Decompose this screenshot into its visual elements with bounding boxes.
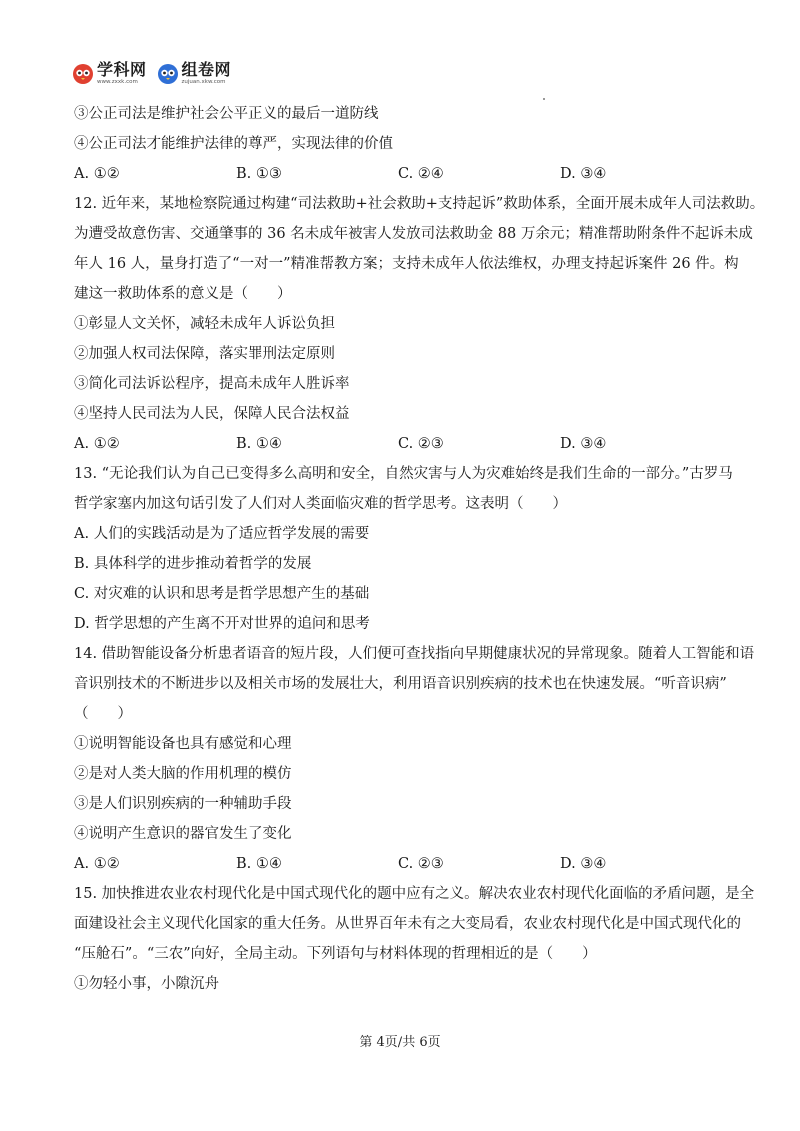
choice-option: A. ①② bbox=[74, 856, 120, 872]
logo1-url: www.zxxk.com bbox=[97, 79, 138, 86]
page-footer: 第 4页/共 6页 bbox=[359, 1035, 441, 1050]
text-line: ④坚持人民司法为人民，保障人民合法权益 bbox=[74, 406, 350, 422]
text-line: ③公正司法是维护社会公平正义的最后一道防线 bbox=[74, 106, 379, 122]
text-line: 建这一救助体系的意义是（ ） bbox=[74, 286, 292, 302]
text-line: 哲学家塞内加这句话引发了人们对人类面临灾难的哲学思考。这表明（ ） bbox=[74, 496, 567, 512]
logo1-name: 学科网 bbox=[97, 60, 147, 80]
choice-row bbox=[74, 849, 734, 879]
text-line: ①彰显人文关怀，减轻未成年人诉讼负担 bbox=[74, 316, 335, 332]
choice-option: B. ①③ bbox=[236, 166, 282, 182]
choice-option: A. ①② bbox=[74, 166, 120, 182]
text-line: 为遭受故意伤害、交通肇事的 36 名未成年被害人发放司法救助金 88 万余元；精准帮助附条件不起诉未成 bbox=[74, 226, 753, 242]
choice-row bbox=[74, 159, 734, 189]
choice-option: B. ①④ bbox=[236, 856, 282, 872]
text-line: （ ） bbox=[74, 706, 132, 722]
text-line: 13. “无论我们认为自己已变得多么高明和安全，自然灾害与人为灾难始终是我们生命的一部分。”古罗马 bbox=[74, 466, 733, 482]
logo-zujuanwang bbox=[157, 62, 232, 86]
logo-xuekewang bbox=[72, 62, 147, 86]
header-logos bbox=[72, 60, 231, 88]
text-line: B. 具体科学的进步推动着哲学的发展 bbox=[74, 556, 312, 572]
text-line: ④说明产生意识的器官发生了变化 bbox=[74, 826, 292, 842]
text-line: ①勿轻小事，小隙沉舟 bbox=[74, 976, 219, 992]
choice-option: D. ③④ bbox=[560, 166, 607, 182]
choice-option: C. ②③ bbox=[398, 856, 444, 872]
choice-option: A. ①② bbox=[74, 436, 120, 452]
logo2-url: zujuan.xkw.com bbox=[181, 79, 226, 86]
text-line: 年人 16 人，量身打造了“一对一”精准帮教方案；支持未成年人依法维权，办理支持起诉案件 26 件。构 bbox=[74, 256, 739, 272]
text-line: C. 对灾难的认识和思考是哲学思想产生的基础 bbox=[74, 586, 370, 602]
owl-logo-icon bbox=[157, 63, 179, 85]
owl-logo-icon bbox=[72, 63, 94, 85]
choice-option: D. ③④ bbox=[560, 436, 607, 452]
text-line: ②加强人权司法保障，落实罪刑法定原则 bbox=[74, 346, 335, 362]
choice-option: C. ②③ bbox=[398, 436, 444, 452]
text-line: “压舱石”。“三农”向好，全局主动。下列语句与材料体现的哲理相近的是（ ） bbox=[74, 946, 597, 962]
text-line: 14. 借助智能设备分析患者语音的短片段，人们便可查找指向早期健康状况的异常现象。随着人工智能和语 bbox=[74, 646, 755, 662]
text-line: ④公正司法才能维护法律的尊严，实现法律的价值 bbox=[74, 136, 393, 152]
choice-row bbox=[74, 429, 734, 459]
text-line: ③简化司法诉讼程序，提高未成年人胜诉率 bbox=[74, 376, 350, 392]
text-line: ①说明智能设备也具有感觉和心理 bbox=[74, 736, 292, 752]
choice-option: C. ②④ bbox=[398, 166, 444, 182]
text-line: ③是人们识别疾病的一种辅助手段 bbox=[74, 796, 292, 812]
text-line: 音识别技术的不断进步以及相关市场的发展壮大，利用语音识别疾病的技术也在快速发展。“听音识病” bbox=[74, 676, 727, 692]
text-line: 15. 加快推进农业农村现代化是中国式现代化的题中应有之义。解决农业农村现代化面临的矛盾问题，是全 bbox=[74, 886, 755, 902]
choice-option: B. ①④ bbox=[236, 436, 282, 452]
choice-option: D. ③④ bbox=[560, 856, 607, 872]
text-line: 12. 近年来，某地检察院通过构建“司法救助+社会救助+支持起诉”救助体系，全面开展未成年人司法救助。 bbox=[74, 196, 765, 212]
logo2-name: 组卷网 bbox=[181, 60, 232, 80]
text-line: 面建设社会主义现代化国家的重大任务。从世界百年未有之大变局看，农业农村现代化是中国式现代化的 bbox=[74, 916, 741, 932]
text-line: A. 人们的实践活动是为了适应哲学发展的需要 bbox=[74, 526, 370, 542]
exam-content bbox=[74, 99, 765, 999]
text-line: ②是对人类大脑的作用机理的模仿 bbox=[74, 766, 292, 782]
text-line: D. 哲学思想的产生离不开对世界的追问和思考 bbox=[74, 616, 370, 632]
